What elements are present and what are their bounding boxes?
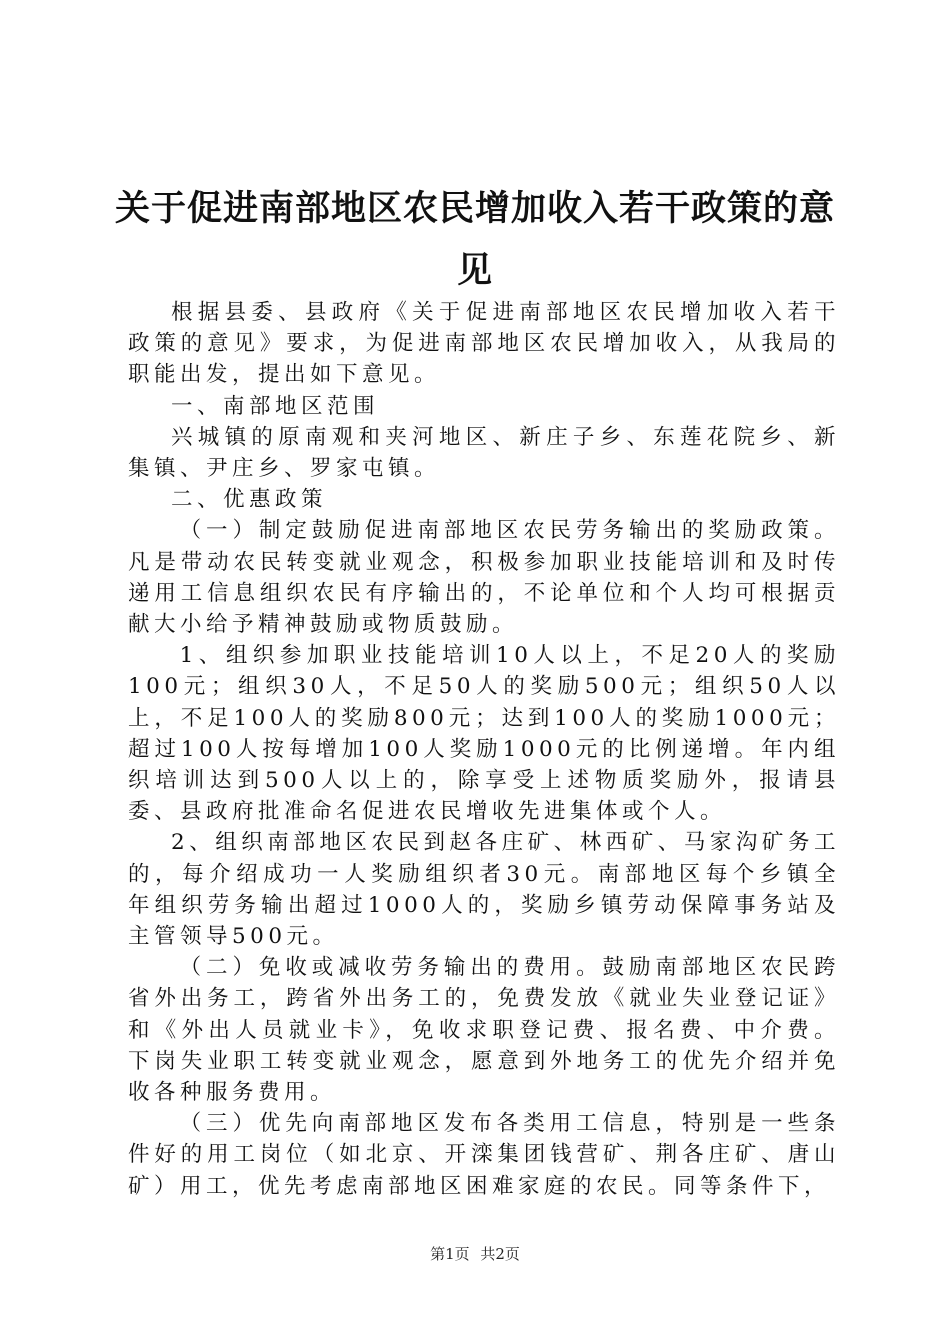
document-title: 关于促进南部地区农民增加收入若干政策的意见 [114, 189, 835, 291]
paragraph-scope: 兴城镇的原南观和夹河地区、新庄子乡、东莲花院乡、新集镇、尹庄乡、罗家屯镇。 [128, 424, 840, 482]
paragraph-policy-1: （一）制定鼓励促进南部地区农民劳务输出的奖励政策。凡是带动农民转变就业观念，积极参加职业技能培训和及时传递用工信息组织农民有序输出的，不论单位和个人均可根据贡献大小给予精神鼓励或物质鼓励。 [128, 518, 840, 638]
section-heading-scope: 一、南部地区范围 [171, 393, 380, 419]
page-total: 共2页 [480, 1245, 520, 1263]
page-number: 第1页 [430, 1245, 470, 1263]
paragraph-policy-1-item-1: 1、组织参加职业技能培训10人以上，不足20人的奖励100元；组织30人，不足50人的奖励500元；组织50人以上，不足100人的奖励800元；达到100人的奖励1000元；超过100人按每增加100人奖励1000元的比例递增。年内组织培训达到500人以上的，除享受上述物质奖励外，报请县委、县政府批准命名促进农民增收先进集体或个人。 [128, 643, 840, 825]
paragraph-policy-3: （三）优先向南部地区发布各类用工信息，特别是一些条件好的用工岗位（如北京、开滦集团钱营矿、荆各庄矿、唐山矿）用工，优先考虑南部地区困难家庭的农民。同等条件下， [128, 1111, 840, 1199]
paragraph-intro: 根据县委、县政府《关于促进南部地区农民增加收入若干政策的意见》要求，为促进南部地区农民增加收入，从我局的职能出发，提出如下意见。 [128, 300, 840, 388]
document-body [128, 297, 840, 1202]
section-heading-policy: 二、优惠政策 [171, 487, 328, 513]
paragraph-policy-2: （二）免收或减收劳务输出的费用。鼓励南部地区农民跨省外出务工，跨省外出务工的，免费发放《就业失业登记证》和《外出人员就业卡》，免收求职登记费、报名费、中介费。下岗失业职工转变就业观念，愿意到外地务工的优先介绍并免收各种服务费用。 [128, 955, 840, 1106]
paragraph-policy-1-item-2: 2、组织南部地区农民到赵各庄矿、林西矿、马家沟矿务工的，每介绍成功一人奖励组织者30元。南部地区每个乡镇全年组织劳务输出超过1000人的，奖励乡镇劳动保障事务站及主管领导500元。 [128, 830, 840, 950]
page-footer [0, 1244, 950, 1264]
